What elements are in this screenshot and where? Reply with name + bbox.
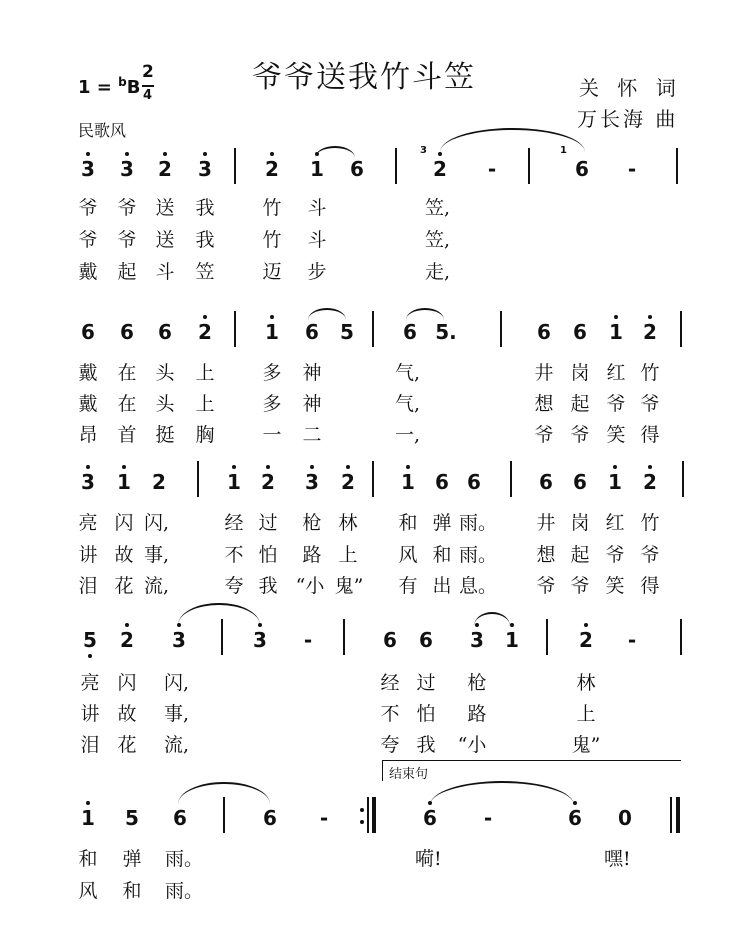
- lyric: 爷: [640, 393, 660, 415]
- lyric: 夸: [224, 575, 244, 597]
- lyric: 起: [570, 544, 590, 566]
- lyric: 花: [114, 575, 134, 597]
- lyric: 出: [432, 575, 452, 597]
- lyric: 头: [155, 362, 175, 384]
- lyric: 讲: [78, 544, 98, 566]
- dash: -: [627, 157, 637, 181]
- bar-line: [234, 148, 236, 184]
- lyric: 多: [262, 362, 282, 384]
- lyric: 泪: [78, 575, 98, 597]
- lyric: 闪: [114, 512, 134, 534]
- lyric: 红: [605, 512, 625, 534]
- lyric: 枪: [302, 512, 322, 534]
- note: 2: [193, 320, 217, 344]
- dash: -: [303, 628, 313, 652]
- lyric: 林: [338, 512, 358, 534]
- note: 2: [260, 157, 284, 181]
- key-signature: [78, 75, 140, 98]
- lyric: 起: [117, 261, 137, 283]
- note: 6: [575, 157, 589, 181]
- lyric: 爷: [570, 575, 590, 597]
- lyric: 流,: [144, 575, 170, 597]
- lyric: 笑: [606, 424, 626, 446]
- lyric: 闪: [117, 672, 137, 694]
- lyric: 气,: [395, 393, 421, 415]
- flat-sign: b: [118, 75, 127, 89]
- lyric: 竹: [262, 197, 282, 219]
- bar-line: [546, 619, 548, 655]
- lyric: 我: [416, 734, 436, 756]
- note: 6: [539, 470, 553, 494]
- lyric: 上: [195, 362, 215, 384]
- note: 1: [603, 470, 627, 494]
- lyric: 得: [640, 575, 660, 597]
- lyric: 在: [117, 362, 137, 384]
- lyric: 走,: [425, 261, 451, 283]
- lyric: 笠: [195, 261, 215, 283]
- slur: [308, 308, 346, 320]
- bar-line: [500, 311, 502, 347]
- lyric: 二: [302, 424, 322, 446]
- lyric: 弹: [122, 848, 142, 870]
- lyricist-credit: 关 怀 词: [579, 76, 682, 100]
- lyric: 故: [117, 703, 137, 725]
- lyric: 和: [122, 880, 142, 902]
- lyric: 爷: [117, 229, 137, 251]
- lyric: 怕: [416, 703, 436, 725]
- lyric: 路: [467, 703, 487, 725]
- lyric: 林: [576, 672, 596, 694]
- lyric: 爷: [605, 544, 625, 566]
- lyric: 雨。: [459, 512, 498, 534]
- dash: -: [319, 806, 329, 830]
- lyric: 讲: [80, 703, 100, 725]
- lyric: 送: [155, 229, 175, 251]
- lyric: 和: [398, 512, 418, 534]
- lyric: 嘿!: [604, 848, 631, 870]
- lyric: 亮: [78, 512, 98, 534]
- note: 1: [305, 157, 329, 181]
- lyric: 戴: [78, 261, 98, 283]
- lyric: 事,: [144, 544, 170, 566]
- note: 6: [305, 320, 319, 344]
- note: 6: [418, 806, 442, 830]
- bar-line: [510, 461, 512, 497]
- lyric: 斗: [307, 229, 327, 251]
- note: 5: [340, 320, 354, 344]
- dash: -: [483, 806, 493, 830]
- bar-line: [234, 311, 236, 347]
- note: 2: [574, 628, 598, 652]
- lyric: 经: [380, 672, 400, 694]
- note: 6: [467, 470, 481, 494]
- bar-line: [670, 797, 672, 833]
- key-prefix: 1 =: [78, 77, 119, 98]
- bar-line: [372, 311, 374, 347]
- note: 3: [167, 628, 191, 652]
- note: 1: [396, 470, 420, 494]
- note: 5.: [435, 320, 457, 344]
- slur: [430, 781, 574, 805]
- note: 2: [153, 157, 177, 181]
- slur: [178, 782, 270, 804]
- lyric: 爷: [640, 544, 660, 566]
- lyric: 步: [307, 261, 327, 283]
- note: 1: [222, 470, 246, 494]
- lyric: 夸: [380, 734, 400, 756]
- lyric: 鬼”: [571, 734, 601, 756]
- lyric: 想: [536, 544, 556, 566]
- note: 1: [76, 806, 100, 830]
- note: 6: [435, 470, 449, 494]
- bar-line: [197, 461, 199, 497]
- bar-line: [343, 619, 345, 655]
- lyric: 竹: [262, 229, 282, 251]
- lyric: 竹: [640, 362, 660, 384]
- lyric: 不: [380, 703, 400, 725]
- repeat-bar-line: [372, 797, 376, 833]
- note: 6: [383, 628, 397, 652]
- note: 1: [112, 470, 136, 494]
- slur: [406, 308, 444, 320]
- note: 6: [573, 470, 587, 494]
- note: 2: [152, 470, 166, 494]
- lyric: 爷: [78, 197, 98, 219]
- lyric: “小: [457, 734, 487, 756]
- lyric: 不: [224, 544, 244, 566]
- lyric: 上: [338, 544, 358, 566]
- lyric: 鬼”: [334, 575, 364, 597]
- lyric: 挺: [155, 424, 175, 446]
- lyric: 昂: [78, 424, 98, 446]
- note: 2: [638, 320, 662, 344]
- final-bar-line: [676, 797, 680, 833]
- slur: [178, 603, 260, 625]
- note: 6: [158, 320, 172, 344]
- lyric: 神: [302, 393, 322, 415]
- bar-line: [676, 148, 678, 184]
- lyric: 头: [155, 393, 175, 415]
- lyric: 上: [195, 393, 215, 415]
- slur: [474, 612, 510, 626]
- lyric: 气,: [395, 362, 421, 384]
- lyric: “小: [295, 575, 325, 597]
- note: 2: [256, 470, 280, 494]
- lyric: 花: [117, 734, 137, 756]
- note: 1: [500, 628, 524, 652]
- lyric: 枪: [467, 672, 487, 694]
- lyric: 风: [78, 880, 98, 902]
- lyric: 起: [570, 393, 590, 415]
- lyric: 闪,: [144, 512, 170, 534]
- lyric: 泪: [80, 734, 100, 756]
- time-signature-top: 2: [142, 62, 154, 82]
- lyric: 故: [114, 544, 134, 566]
- lyric: 息。: [459, 575, 498, 597]
- grace-note: 3: [420, 145, 427, 156]
- note: 3: [248, 628, 272, 652]
- note: 6: [120, 320, 134, 344]
- lyric: 斗: [155, 261, 175, 283]
- note: 6: [537, 320, 551, 344]
- composer-credit: 万长海 曲: [577, 107, 679, 131]
- lyric: 井: [536, 512, 556, 534]
- lyric: 笠,: [425, 229, 451, 251]
- lyric: 爷: [78, 229, 98, 251]
- ending-label: 结束句: [389, 767, 429, 782]
- lyric: 风: [398, 544, 418, 566]
- note: 6: [81, 320, 95, 344]
- lyric: 雨。: [165, 848, 204, 870]
- lyric: 胸: [195, 424, 215, 446]
- note: 3: [300, 470, 324, 494]
- lyric: 戴: [78, 362, 98, 384]
- lyric: 雨。: [459, 544, 498, 566]
- bar-line: [682, 461, 684, 497]
- dash: -: [627, 628, 637, 652]
- lyric: 斗: [307, 197, 327, 219]
- lyric: 爷: [570, 424, 590, 446]
- lyric: 经: [224, 512, 244, 534]
- page-title: 爷爷送我竹斗笠: [252, 60, 476, 95]
- dash: -: [487, 157, 497, 181]
- lyric: 岗: [570, 512, 590, 534]
- lyric: 想: [534, 393, 554, 415]
- lyric: 神: [302, 362, 322, 384]
- note: 3: [76, 470, 100, 494]
- bar-line: [372, 461, 374, 497]
- slur: [440, 128, 585, 152]
- time-signature-bottom: 4: [143, 88, 153, 103]
- lyric: 我: [195, 197, 215, 219]
- note: 3: [76, 157, 100, 181]
- note: 6: [563, 806, 587, 830]
- lyric: 过: [258, 512, 278, 534]
- note: 3: [193, 157, 217, 181]
- note: 6: [173, 806, 187, 830]
- lyric: 爷: [117, 197, 137, 219]
- lyric: 闪,: [164, 672, 190, 694]
- time-signature-line: [142, 85, 154, 87]
- note: 1: [260, 320, 284, 344]
- key-note: B: [126, 77, 141, 98]
- note: 5: [78, 628, 102, 652]
- style-marking: 民歌风: [78, 121, 127, 140]
- bar-line: [395, 148, 397, 184]
- grace-note: 1: [560, 145, 567, 156]
- bar-line: [680, 619, 682, 655]
- note: 3: [465, 628, 489, 652]
- lyric: 爷: [534, 424, 554, 446]
- lyric: 红: [606, 362, 626, 384]
- note: 6: [573, 320, 587, 344]
- note: 2: [336, 470, 360, 494]
- note: 2: [115, 628, 139, 652]
- lyric: 首: [117, 424, 137, 446]
- lyric: 我: [258, 575, 278, 597]
- lyric: 嗬!: [415, 848, 442, 870]
- slur: [315, 146, 355, 158]
- lyric: 弹: [432, 512, 452, 534]
- lyric: 戴: [78, 393, 98, 415]
- lyric: 送: [155, 197, 175, 219]
- lyric: 一: [262, 424, 282, 446]
- repeat-dot: [360, 820, 364, 824]
- note: 6: [403, 320, 417, 344]
- lyric: 一,: [395, 424, 421, 446]
- note: 2: [638, 470, 662, 494]
- note: 6: [263, 806, 277, 830]
- lyric: 我: [195, 229, 215, 251]
- lyric: 得: [640, 424, 660, 446]
- note: 3: [115, 157, 139, 181]
- lyric: 迈: [262, 261, 282, 283]
- bar-line: [367, 797, 369, 833]
- note: 0: [618, 806, 632, 830]
- lyric: 和: [432, 544, 452, 566]
- lyric: 爷: [536, 575, 556, 597]
- note: 1: [604, 320, 628, 344]
- lyric: 雨。: [165, 880, 204, 902]
- lyric: 笑: [605, 575, 625, 597]
- lyric: 井: [534, 362, 554, 384]
- note: 6: [419, 628, 433, 652]
- lyric: 笠,: [425, 197, 451, 219]
- lyric: 路: [302, 544, 322, 566]
- lyric: 多: [262, 393, 282, 415]
- bar-line: [528, 148, 530, 184]
- lyric: 岗: [570, 362, 590, 384]
- lyric: 和: [78, 848, 98, 870]
- bar-line: [680, 311, 682, 347]
- lyric: 怕: [258, 544, 278, 566]
- lyric: 流,: [164, 734, 190, 756]
- lyric: 竹: [640, 512, 660, 534]
- lyric: 过: [416, 672, 436, 694]
- note: 6: [350, 157, 364, 181]
- repeat-dot: [360, 808, 364, 812]
- lyric: 有: [398, 575, 418, 597]
- note: 5: [125, 806, 139, 830]
- lyric: 事,: [164, 703, 190, 725]
- lyric: 在: [117, 393, 137, 415]
- lyric: 上: [576, 703, 596, 725]
- note: 2: [428, 157, 452, 181]
- lyric: 亮: [80, 672, 100, 694]
- lyric: 爷: [606, 393, 626, 415]
